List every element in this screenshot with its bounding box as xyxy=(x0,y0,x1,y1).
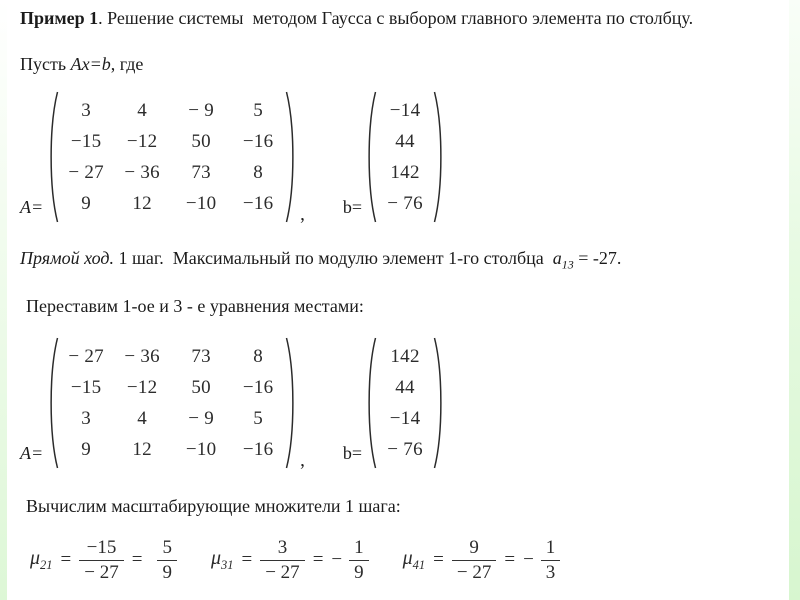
vector-cell: −14 xyxy=(389,407,421,429)
result-fraction: $\frac{1}{3}$ xyxy=(541,536,561,583)
matrix-cell: −12 xyxy=(126,130,158,152)
separator-comma: , xyxy=(300,204,305,225)
left-border-decoration xyxy=(0,0,7,600)
matrix-cell: 4 xyxy=(137,407,148,429)
slide-title xyxy=(20,8,792,29)
matrix-cell: − 9 xyxy=(188,407,215,429)
right-paren-decoration xyxy=(433,90,446,224)
matrix-cell: −16 xyxy=(242,130,274,152)
matrix-cell: 73 xyxy=(191,345,211,367)
equals-sign: = xyxy=(60,549,72,570)
pivot-value: = -27. xyxy=(573,248,622,268)
separator-comma: , xyxy=(300,450,305,471)
fraction: $\frac{-15}{- 27}$ xyxy=(79,536,123,583)
intro-prefix: Пусть xyxy=(20,54,71,74)
equals-sign: = xyxy=(131,549,143,570)
matrix-cell: −15 xyxy=(70,130,102,152)
matrix-cell: 5 xyxy=(253,407,264,429)
result-fraction: $\frac{1}{9}$ xyxy=(349,536,369,583)
pivot-variable: $a_{13}$ xyxy=(552,248,574,272)
matrix-cell: 9 xyxy=(81,438,92,460)
title-text: . Решение системы методом Гаусса с выбором главного элемента по столбцу. xyxy=(98,8,694,28)
mu-symbol: $\mu_{21}$ xyxy=(30,547,53,572)
system-initial xyxy=(20,90,446,224)
vector-cell: 142 xyxy=(390,345,420,367)
right-paren-decoration xyxy=(285,336,298,470)
matrix-cell: 5 xyxy=(253,99,264,121)
intro-line xyxy=(20,54,143,75)
matrix-a-cells xyxy=(59,95,285,219)
forward-step-line xyxy=(20,248,621,273)
step-lead: Прямой ход. xyxy=(20,248,115,268)
left-paren-decoration xyxy=(364,336,377,470)
result-sign: − xyxy=(331,549,343,570)
matrix-cell: − 36 xyxy=(124,345,160,367)
matrix-cell: −15 xyxy=(70,376,102,398)
matrix-cell: −10 xyxy=(185,438,217,460)
vector-cell: −14 xyxy=(389,99,421,121)
intro-suffix: , где xyxy=(110,54,144,74)
matrix-cell: 12 xyxy=(132,438,152,460)
vector-cell: − 76 xyxy=(387,192,423,214)
matrix-cell: −16 xyxy=(242,438,274,460)
equals-sign: = xyxy=(433,549,444,570)
left-paren-decoration xyxy=(364,90,377,224)
matrix-cell: −16 xyxy=(242,192,274,214)
vector-b-cells xyxy=(377,95,433,219)
vector-cell: 142 xyxy=(390,161,420,183)
vector-b-swapped xyxy=(364,336,446,470)
matrix-cell: 3 xyxy=(81,407,92,429)
matrix-cell: 9 xyxy=(81,192,92,214)
vector-b-swapped-cells xyxy=(377,341,433,465)
left-paren-decoration xyxy=(46,336,59,470)
matrix-cell: 3 xyxy=(81,99,92,121)
right-paren-decoration xyxy=(433,336,446,470)
scaling-line: Вычислим масштабирующие множители 1 шага: xyxy=(26,496,401,516)
vector-b-label: b= xyxy=(342,197,363,217)
fraction: $\frac{3}{- 27}$ xyxy=(260,536,304,583)
matrix-cell: 50 xyxy=(191,130,211,152)
matrix-cell: − 27 xyxy=(68,345,104,367)
matrix-a-swapped xyxy=(46,336,298,470)
result-fraction: $\frac{5}{9}$ xyxy=(157,536,177,583)
equals-sign: = xyxy=(504,549,516,570)
matrix-cell: 4 xyxy=(137,99,148,121)
matrix-cell: − 36 xyxy=(124,161,160,183)
matrix-cell: 8 xyxy=(253,345,264,367)
vector-cell: 44 xyxy=(395,376,415,398)
vector-cell: − 76 xyxy=(387,438,423,460)
matrix-cell: −16 xyxy=(242,376,274,398)
matrix-a-label: A= xyxy=(20,197,44,217)
matrix-cell: 8 xyxy=(253,161,264,183)
matrix-cell: −12 xyxy=(126,376,158,398)
formula-mu41 xyxy=(403,536,561,583)
matrix-a-label: A= xyxy=(20,443,44,463)
equals-sign: = xyxy=(312,549,324,570)
result-sign: − xyxy=(523,549,534,570)
matrix-a xyxy=(46,90,298,224)
matrix-cell: 50 xyxy=(191,376,211,398)
vector-b-label: b= xyxy=(342,443,363,463)
matrix-cell: − 27 xyxy=(68,161,104,183)
matrix-cell: 73 xyxy=(191,161,211,183)
formula-mu31 xyxy=(211,536,369,583)
right-border-decoration xyxy=(789,0,800,600)
matrix-cell: −10 xyxy=(185,192,217,214)
left-paren-decoration xyxy=(46,90,59,224)
matrix-cell: − 9 xyxy=(188,99,215,121)
mu-symbol: $\mu_{31}$ xyxy=(210,547,234,572)
matrix-a-swapped-cells xyxy=(59,341,285,465)
right-paren-decoration xyxy=(285,90,298,224)
fraction: $\frac{9}{- 27}$ xyxy=(452,536,496,583)
equals-sign: = xyxy=(241,549,253,570)
intro-equation: Ax=b xyxy=(70,54,111,74)
mu-symbol: $\mu_{41}$ xyxy=(402,547,426,572)
swap-line: Переставим 1-ое и 3 - е уравнения местами: xyxy=(26,296,364,316)
matrix-cell: 12 xyxy=(132,192,152,214)
system-swapped xyxy=(20,336,446,470)
multiplier-formulas xyxy=(30,528,560,592)
vector-b xyxy=(364,90,446,224)
formula-mu21 xyxy=(30,536,177,583)
vector-cell: 44 xyxy=(395,130,415,152)
step-body: 1 шаг. Максимальный по модулю элемент 1-го столбца xyxy=(114,248,553,268)
title-example-number: Пример 1 xyxy=(20,8,99,28)
